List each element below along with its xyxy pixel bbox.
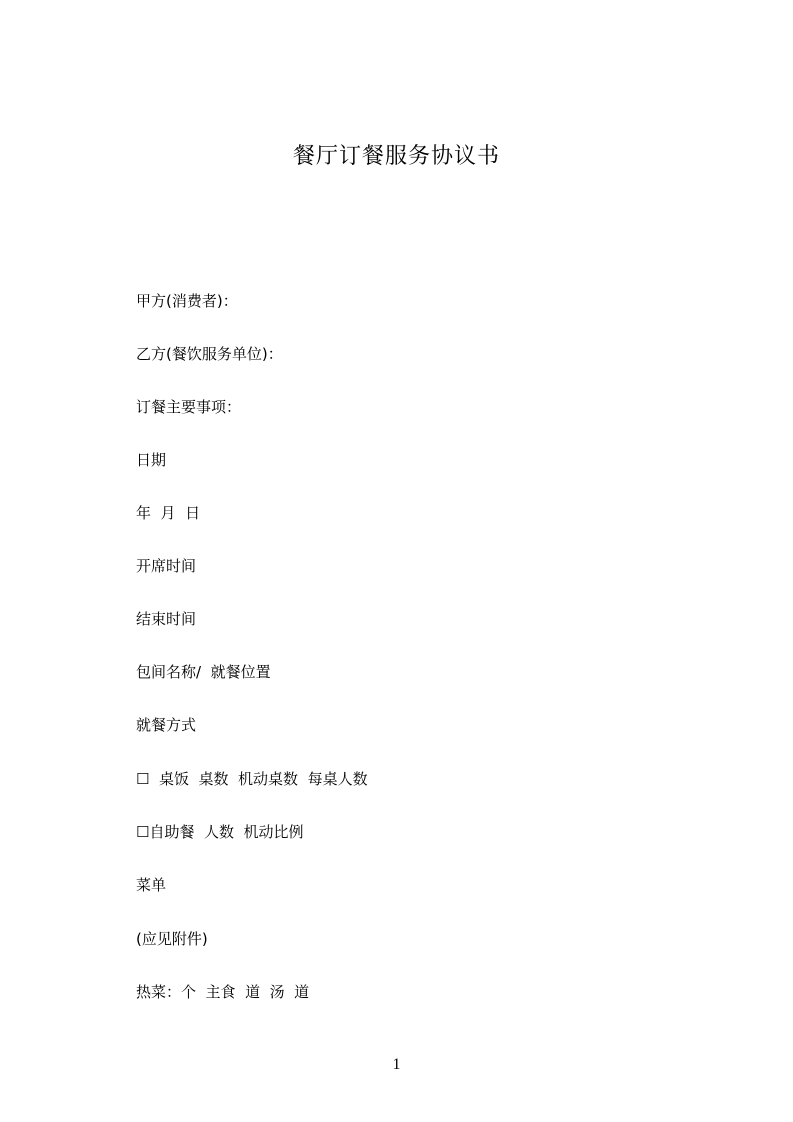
order-items-heading: 订餐主要事项： [136,398,242,416]
dining-method-label: 就餐方式 [136,716,197,734]
see-attachment-note: (应见附件) [136,930,208,948]
table-meal-option: ☐ 桌饭 桌数 机动桌数 每桌人数 [136,770,368,788]
dishes-line: 热菜：个 主食 道 汤 道 [136,983,310,1001]
start-time-label: 开席时间 [136,557,197,575]
document-title: 餐厅订餐服务协议书 [292,144,500,169]
party-a-label: 甲方(消费者)： [136,292,238,310]
date-fields: 年 月 日 [136,504,201,522]
date-label: 日期 [136,451,167,469]
menu-label: 菜单 [136,876,167,894]
buffet-option: ☐自助餐 人数 机动比例 [136,823,304,841]
page-number: 1 [392,1056,401,1073]
party-b-label: 乙方(餐饮服务单位)： [136,345,283,363]
end-time-label: 结束时间 [136,610,197,628]
room-location-label: 包间名称/ 就餐位置 [136,663,271,681]
